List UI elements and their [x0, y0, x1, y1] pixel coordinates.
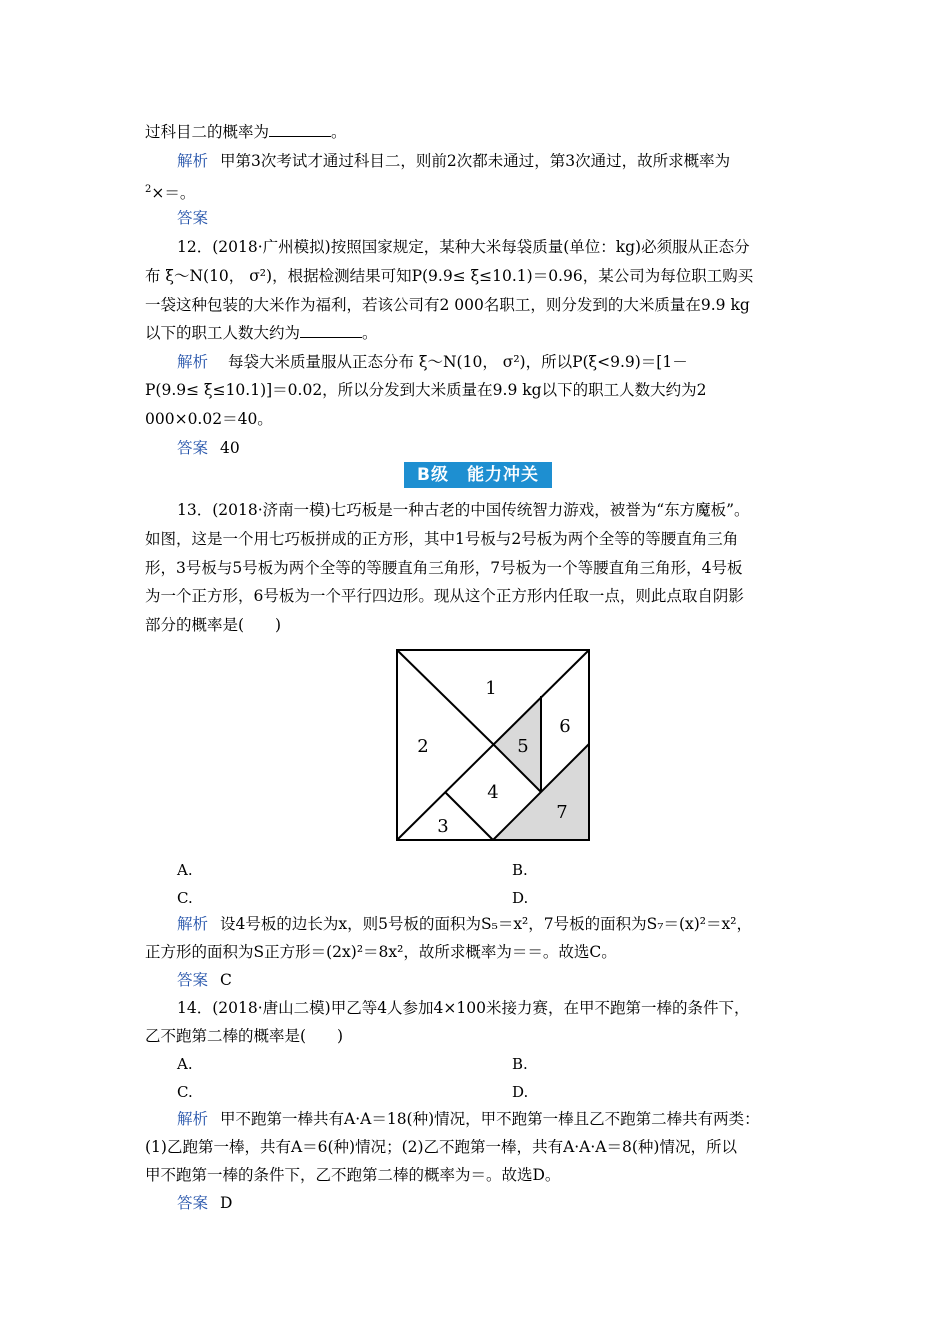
- p11-line1: 过科目二的概率为 。: [145, 123, 347, 141]
- p11-daan: [177, 208, 220, 228]
- p12-jiexi-line3: 000×0.02＝40。: [145, 410, 273, 428]
- p13-jiexi: 解析 设4号板的边长为x，则5号板的面积为S₅＝x²，7号板的面积为S₇＝(x)²＝x²，: [177, 915, 752, 933]
- tangram-label-6: 6: [559, 716, 571, 737]
- p12-line2: 布 ξ～N(10， σ²)，根据检测结果可知P(9.9≤ ξ≤10.1)＝0.96，某公司为每位职工购买: [145, 267, 754, 285]
- p13-line4: 为一个正方形，6号板为一个平行四边形。现从这个正方形内任取一点，则此点取自阴影: [145, 587, 744, 605]
- tangram-label-1: 1: [485, 678, 497, 699]
- jiexi-label: 解析: [177, 1110, 209, 1128]
- tangram-label-4: 4: [487, 782, 499, 803]
- daan-label: 答案: [177, 439, 209, 457]
- tangram-line-e: [445, 792, 493, 840]
- p13-daan: [177, 970, 232, 990]
- p12-line3: 一袋这种包装的大米作为福利，若该公司有2 000名职工，则分发到的大米质量在9.9 kg: [145, 296, 750, 314]
- daan-value: 40: [220, 439, 240, 457]
- p14-line2: 乙不跑第二棒的概率是( ): [145, 1027, 344, 1045]
- jiexi-label: 解析: [177, 353, 209, 371]
- p12-line1: 12．(2018·广州模拟)按照国家规定，某种大米每袋质量(单位：kg)必须服从正态分: [177, 238, 750, 256]
- p12-daan: [177, 438, 240, 458]
- p13-line2: 如图，这是一个用七巧板拼成的正方形，其中1号板与2号板为两个全等的等腰直角三角: [145, 530, 739, 548]
- p14-jiexi-line3: 甲不跑第一棒的条件下，乙不跑第二棒的概率为＝。故选D。: [145, 1166, 561, 1184]
- daan-label: 答案: [177, 209, 209, 227]
- p13-option-d: D.: [512, 889, 529, 907]
- p12-line4: 以下的职工人数大约为 。: [145, 324, 378, 342]
- p14-line1: 14．(2018·唐山二模)甲乙等4人参加4×100米接力赛，在甲不跑第一棒的条件下，: [177, 999, 750, 1017]
- tangram-label-7: 7: [556, 802, 568, 823]
- p14-option-a: A.: [177, 1055, 193, 1073]
- p14-option-b: B.: [512, 1055, 528, 1073]
- p13-line3: 形，3号板与5号板为两个全等的等腰直角三角形，7号板为一个等腰直角三角形，4号板: [145, 559, 743, 577]
- answer-blank: [300, 323, 362, 338]
- p14-option-c: C.: [177, 1083, 193, 1101]
- tangram-diagonal: [397, 650, 493, 744]
- p13-option-b: B.: [512, 861, 528, 879]
- p14-option-d: D.: [512, 1083, 529, 1101]
- p13-line1: 13．(2018·济南一模)七巧板是一种古老的中国传统智力游戏，被誉为“东方魔板”。: [177, 501, 750, 519]
- tangram-label-3: 3: [437, 816, 449, 837]
- jiexi-label: 解析: [177, 915, 209, 933]
- p13-option-a: A.: [177, 861, 193, 879]
- p12-jiexi: 解析 每袋大米质量服从正态分布 ξ～N(10， σ²)，所以P(ξ<9.9)＝[1－: [177, 353, 688, 371]
- tangram-label-5: 5: [517, 736, 529, 757]
- tangram-figure: [395, 648, 595, 844]
- answer-blank: [269, 122, 331, 137]
- p13-line5: 部分的概率是( ): [145, 616, 282, 634]
- daan-label: 答案: [177, 971, 209, 989]
- p12-jiexi-line2: P(9.9≤ ξ≤10.1)]＝0.02，所以分发到大米质量在9.9 kg以下的职工人数大约为2: [145, 381, 707, 399]
- jiexi-label: 解析: [177, 152, 209, 170]
- daan-label: 答案: [177, 1194, 209, 1212]
- p13-option-c: C.: [177, 889, 193, 907]
- daan-value: D: [220, 1194, 233, 1212]
- p14-daan: [177, 1193, 232, 1213]
- p14-jiexi: 解析 甲不跑第一棒共有A·A＝18(种)情况，甲不跑第一棒且乙不跑第二棒共有两类：: [177, 1110, 760, 1128]
- daan-value: C: [220, 971, 232, 989]
- section-header: B级 能力冲关: [404, 462, 552, 488]
- p11-line3: $^2$×＝。: [145, 184, 196, 203]
- p13-jiexi-line2: 正方形的面积为S正方形＝(2x)²＝8x²，故所求概率为＝＝。故选C。: [145, 943, 617, 961]
- tangram-label-2: 2: [417, 736, 429, 757]
- p11-jiexi: 解析 甲第3次考试才通过科目二，则前2次都未通过，第3次通过，故所求概率为: [177, 152, 731, 170]
- p14-jiexi-line2: (1)乙跑第一棒，共有A＝6(种)情况；(2)乙不跑第一棒，共有A·A·A＝8(种)情况，所以: [145, 1138, 737, 1156]
